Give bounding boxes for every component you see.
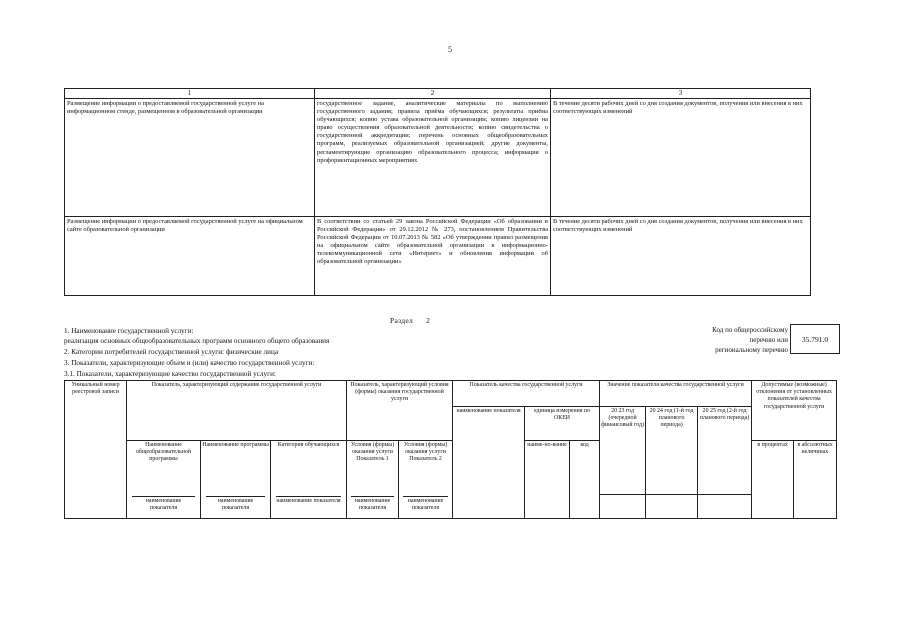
conditions-col-2: Условия (формы) оказания услуги Показатель 2 xyxy=(399,441,453,495)
conditions-indicator-header: Показатель, характеризующий условия (формы) оказания государственной услуги xyxy=(347,381,453,441)
empty-cell xyxy=(698,495,752,519)
indicator-name-label: наименование показателя xyxy=(201,495,271,519)
quality-indicators-heading: 3.1. Показатели, характеризующие качество государственной услуги: xyxy=(64,370,276,378)
content-col-2: Наименование программы xyxy=(201,441,271,495)
deviation-absolute-header: в абсолютных величинах xyxy=(794,441,837,519)
section-number: 2 xyxy=(426,316,431,325)
indicators-heading: 3. Показатели, характеризующие объем и (или) качество государственной услуги: xyxy=(64,359,315,367)
method-cell: Размещение информации о предоставляемой государственной услуге на официальном сайте образовательной организации xyxy=(65,217,315,296)
method-cell: Размещение информации о предоставляемой государственной услуге на информационном стенде, размещенном в образовательной организации xyxy=(65,99,315,217)
column-header: 1 xyxy=(65,89,315,99)
content-indicator-header: Показатель, характеризующий содержание государственной услуги xyxy=(127,381,347,441)
unit-code-header: код xyxy=(570,441,600,519)
registry-code-box: 35.791.0 xyxy=(790,324,840,354)
registry-number-header: Уникальный номер реестровой записи xyxy=(65,381,127,519)
table-header-row xyxy=(65,89,811,99)
info-disclosure-table xyxy=(64,88,811,296)
indicator-name-label: наименование показателя xyxy=(399,495,453,519)
table-row xyxy=(65,217,811,296)
quality-indicator-header: Показатель качества государственной услуги xyxy=(453,381,600,407)
section-title xyxy=(390,316,430,325)
column-header: 2 xyxy=(315,89,551,99)
deviation-percent-header: в процентах xyxy=(752,441,794,519)
content-cell: государственное задание, аналитические материалы по выполнению государственного задания; правила приёма обучающихся; результаты приёма обучающихся; копию устава образовательной организации; копию лицензии на право осуществления образовательной деятельности; копию свидетельства о государственной аккредитации; перечень основных общеобразовательных программ, реализуемых образовательной организацией; другие документы, регламентирующие организацию образовательного процесса; информация о профориентационных мероприятиях xyxy=(315,99,551,217)
column-header: 3 xyxy=(551,89,811,99)
service-name: реализация основных общеобразовательных программ основного общего образования xyxy=(64,337,330,345)
indicator-name-label: наименование показателя xyxy=(347,495,399,519)
page-number: 5 xyxy=(448,45,452,54)
service-name-label: 1. Наименование государственной услуги: xyxy=(64,327,194,335)
year1-header: 20 23 год (очередной финансовый год) xyxy=(600,407,646,495)
content-col-3: Категория обучающихся xyxy=(271,441,347,495)
table-row xyxy=(65,99,811,217)
unit-header: единица измерения по ОКЕИ xyxy=(525,407,600,441)
empty-cell xyxy=(646,495,698,519)
year3-header: 20 25 год (2-й год планового периода) xyxy=(698,407,752,495)
indicator-name-label: наименование показателя xyxy=(271,495,347,519)
frequency-cell: В течение десяти рабочих дней со дня создания документов, получения или внесения в них соответствующих изменений xyxy=(551,99,811,217)
quality-name-header: наименование показателя xyxy=(453,407,525,519)
unit-name-header: наиме-но-вание xyxy=(525,441,570,519)
frequency-cell: В течение десяти рабочих дней со дня создания документов, получения или внесения в них соответствующих изменений xyxy=(551,217,811,296)
empty-cell xyxy=(600,495,646,519)
consumer-category: 2. Категории потребителей государственной услуги: физические лица xyxy=(64,348,279,356)
conditions-col-1: Условия (формы) оказания услуги Показатель 1 xyxy=(347,441,399,495)
values-header: Значение показателя качества государственной услуги xyxy=(600,381,752,407)
quality-indicators-table xyxy=(64,380,837,519)
deviation-header: Допустимые (возможные) отклонения от установленных показателей качества государственной услуги xyxy=(752,381,837,441)
year2-header: 20 24 год (1-й год планового периода) xyxy=(646,407,698,495)
content-cell: В соответствии со статьей 29 закона Российской Федерации «Об образовании в Российской Федерации» от 29.12.2012 № 273, постановлением Правительства Российской Федерации от 10.07.2013 № 582 «Об утверждении правил размещения на официальном сайте образовательной организации в информационно-телекоммуникационной сети «Интернет» и обновления информации об образовательной организации» xyxy=(315,217,551,296)
indicator-name-label: наименование показателя xyxy=(127,495,201,519)
registry-code-label: Код по общероссийскому перечню или региональному перечню xyxy=(712,326,788,354)
section-label: Раздел xyxy=(390,316,414,325)
content-col-1: Наименование общеобразовательной программы xyxy=(127,441,201,495)
